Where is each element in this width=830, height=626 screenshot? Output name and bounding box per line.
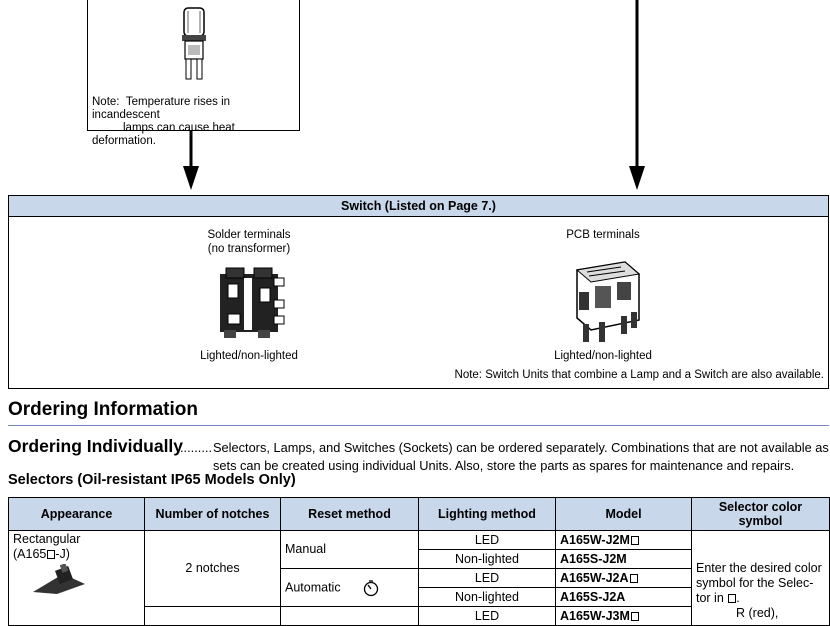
header-lighting-method: Lighting method (419, 498, 556, 531)
lamp-note: Note: Temperature rises in incandescent lamps can cause heat deformation. (92, 96, 235, 147)
header-model: Model (556, 498, 692, 531)
model-cell: A165S-J2M (556, 550, 692, 569)
header-reset-method: Reset method (281, 498, 419, 531)
solder-caption: Lighted/non-lighted (200, 350, 298, 362)
lighting-cell: LED (419, 531, 556, 550)
solder-terminals-label: Solder terminals (no transformer) (207, 229, 291, 255)
placeholder-box-icon (631, 536, 639, 545)
model-cell: A165W-J3M (556, 607, 692, 626)
arrows (0, 0, 830, 195)
lighting-cell: Non-lighted (419, 588, 556, 607)
selectors-table (8, 497, 830, 626)
notches-cell (145, 607, 281, 626)
reset-automatic-cell: Automatic (281, 569, 419, 607)
ordering-description: Selectors, Lamps, and Switches (Sockets) can be ordered separately. Combinations that are not available as sets can be created using individual Units. Also, store the parts as spares for maintenance and repairs. (213, 440, 829, 473)
table-header-row (9, 498, 830, 531)
ordering-dots: ......... (180, 440, 212, 455)
lighting-cell: LED (419, 569, 556, 588)
appearance-cell: Rectangular (A165 -J) (9, 531, 145, 626)
reset-manual-cell: Manual (281, 531, 419, 569)
timer-icon (362, 579, 380, 597)
lighting-cell: LED (419, 607, 556, 626)
placeholder-box-icon (631, 612, 639, 621)
selectors-heading: Selectors (Oil-resistant IP65 Models Only) (8, 472, 296, 488)
arrow-right-icon (629, 166, 645, 190)
placeholder-box-icon (630, 574, 638, 583)
switch-box (8, 195, 829, 389)
placeholder-box-icon (728, 594, 736, 603)
model-cell: A165W-J2M (556, 531, 692, 550)
solder-switch-image (214, 264, 288, 340)
selector-image (23, 564, 93, 594)
header-notches: Number of notches (145, 498, 281, 531)
header-appearance: Appearance (9, 498, 145, 531)
switch-note: Note: Switch Units that combine a Lamp and a Switch are also available. (454, 369, 824, 381)
arrow-left-icon (183, 166, 199, 190)
notches-cell: 2 notches (145, 531, 281, 607)
heading-rule (8, 425, 829, 426)
switch-box-title: Switch (Listed on Page 7.) (9, 196, 828, 217)
table-row (9, 531, 830, 550)
header-color-symbol: Selector color symbol (692, 498, 830, 531)
ordering-heading: Ordering Information (8, 399, 198, 420)
pcb-terminals-label: PCB terminals (566, 229, 640, 241)
lighting-cell: Non-lighted (419, 550, 556, 569)
pcb-caption: Lighted/non-lighted (554, 350, 652, 362)
ordering-individually-heading: Ordering Individually (8, 436, 184, 456)
model-cell: A165W-J2A (556, 569, 692, 588)
color-symbol-cell: Enter the desired color symbol for the Selec- tor in . R (red), (692, 531, 830, 626)
reset-cell (281, 607, 419, 626)
model-cell: A165S-J2A (556, 588, 692, 607)
pcb-switch-image (565, 258, 647, 346)
